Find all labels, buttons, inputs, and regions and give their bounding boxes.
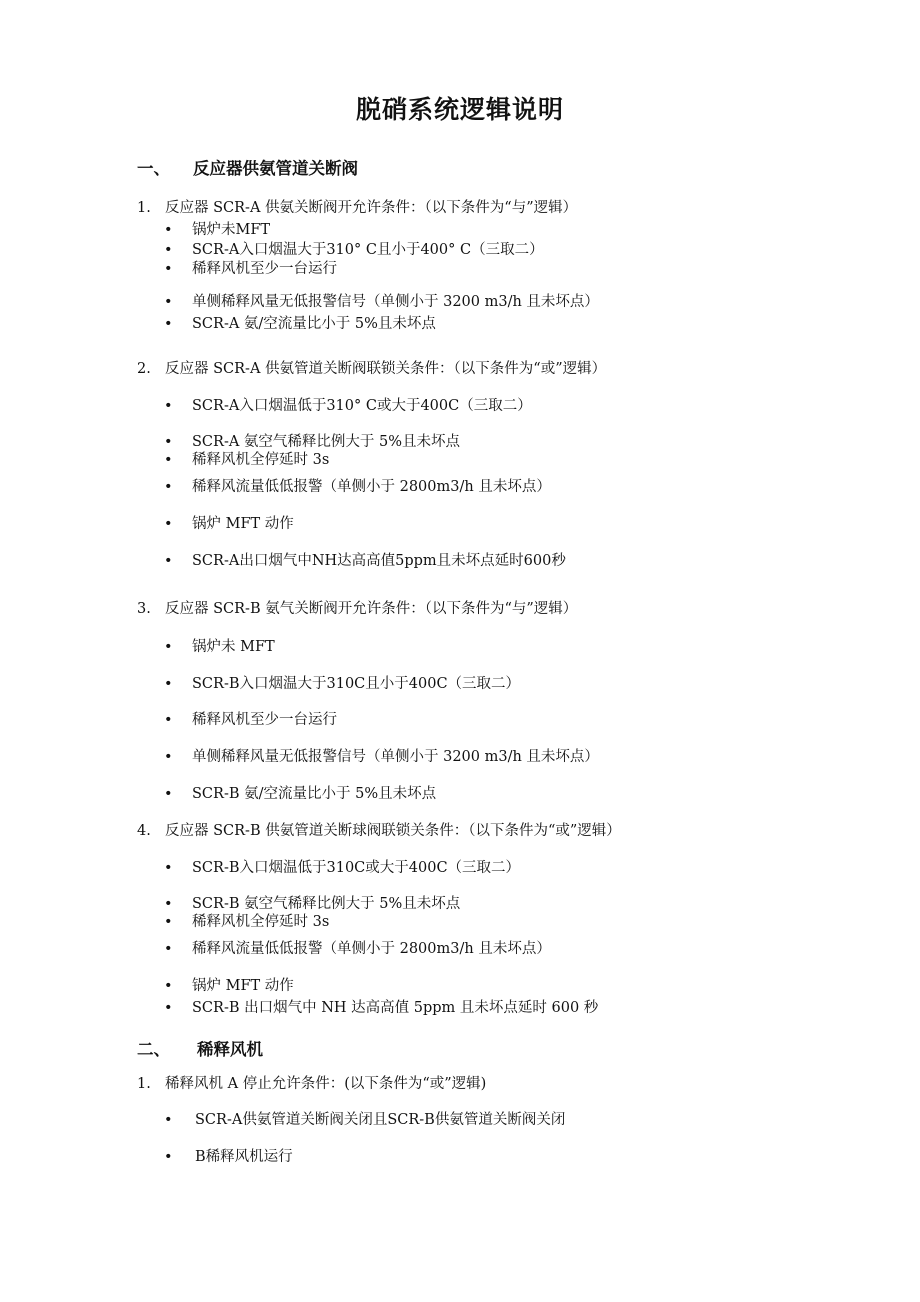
bullet-glyph: • — [164, 712, 173, 728]
item-text: 稀释风机 A 停止允许条件：(以下条件为“或”逻辑) — [165, 1076, 487, 1092]
numbered-item — [137, 198, 577, 218]
bullet-glyph: • — [164, 242, 173, 258]
bullet-glyph: • — [164, 978, 173, 994]
numbered-item — [137, 1074, 486, 1094]
bullet-text: 稀释风机全停延时 3s — [192, 452, 330, 468]
bullet-text: 锅炉 MFT 动作 — [192, 978, 294, 994]
numbered-item — [137, 821, 621, 841]
bullet-item — [164, 1147, 293, 1167]
bullet-text: 单侧稀释风量无低报警信号（单侧小于 3200 m3/h 且未坏点） — [192, 294, 599, 310]
bullet-glyph: • — [164, 914, 173, 930]
section-heading-2 — [137, 1036, 263, 1060]
section-label: 稀释风机 — [197, 1040, 263, 1059]
bullet-text: 稀释风机全停延时 3s — [192, 914, 330, 930]
bullet-glyph: • — [164, 1112, 173, 1128]
bullet-glyph: • — [164, 452, 173, 468]
bullet-item — [164, 637, 275, 657]
bullet-item — [164, 998, 598, 1018]
bullet-glyph: • — [164, 896, 173, 912]
bullet-text: SCR-B入口烟温低于310C或大于400C（三取二） — [192, 860, 521, 876]
numbered-item — [137, 599, 577, 619]
bullet-item — [164, 710, 337, 730]
item-text: 反应器 SCR-B 氨气关断阀开允许条件：（以下条件为“与”逻辑） — [165, 601, 578, 617]
bullet-item — [164, 912, 329, 932]
bullet-glyph: • — [164, 1000, 173, 1016]
item-text: 反应器 SCR-A 供氨管道关断阀联锁关条件：（以下条件为“或”逻辑） — [165, 361, 607, 377]
item-number: 3. — [137, 601, 151, 617]
bullet-item — [164, 894, 460, 914]
item-number: 2. — [137, 361, 151, 377]
bullet-item — [164, 450, 329, 470]
bullet-text: SCR-B 氨空气稀释比例大于 5%且未坏点 — [192, 896, 461, 912]
bullet-text: SCR-B 出口烟气中 NH 达高高值 5ppm 且未坏点延时 600 秒 — [192, 1000, 599, 1016]
bullet-text: SCR-A入口烟温低于310° C或大于400C（三取二） — [192, 398, 532, 414]
bullet-text: 稀释风机至少一台运行 — [192, 261, 337, 277]
bullet-item — [164, 259, 337, 279]
bullet-item — [164, 477, 551, 497]
numbered-item — [137, 359, 606, 379]
bullet-glyph: • — [164, 516, 173, 532]
bullet-text: 锅炉未 MFT — [192, 639, 275, 655]
bullet-item — [164, 1110, 565, 1130]
bullet-item — [164, 551, 566, 571]
bullet-text: SCR-A入口烟温大于310° C且小于400° C（三取二） — [192, 242, 544, 258]
bullet-glyph: • — [164, 398, 173, 414]
bullet-glyph: • — [164, 553, 173, 569]
bullet-glyph: • — [164, 222, 173, 238]
bullet-text: SCR-B入口烟温大于310C且小于400C（三取二） — [192, 676, 521, 692]
item-number: 1. — [137, 1076, 151, 1092]
bullet-item — [164, 858, 520, 878]
bullet-item — [164, 674, 520, 694]
bullet-glyph: • — [164, 1149, 173, 1165]
bullet-item — [164, 396, 532, 416]
section-number: 一、 — [137, 159, 170, 178]
document-title: 脱硝系统逻辑说明 — [355, 95, 564, 124]
bullet-item — [164, 314, 436, 334]
bullet-text: SCR-A出口烟气中NH达高高值5ppm且未坏点延时600秒 — [192, 553, 566, 569]
item-number: 4. — [137, 823, 151, 839]
bullet-text: 稀释风机至少一台运行 — [192, 712, 337, 728]
bullet-glyph: • — [164, 860, 173, 876]
section-label: 反应器供氨管道关断阀 — [193, 159, 358, 178]
bullet-item — [164, 432, 460, 452]
bullet-text: SCR-A 氨/空流量比小于 5%且未坏点 — [192, 316, 436, 332]
bullet-text: 稀释风流量低低报警（单侧小于 2800m3/h 且未坏点） — [192, 479, 551, 495]
bullet-item — [164, 292, 599, 312]
bullet-text: SCR-A 氨空气稀释比例大于 5%且未坏点 — [192, 434, 461, 450]
bullet-text: 锅炉未MFT — [192, 222, 271, 238]
bullet-glyph: • — [164, 479, 173, 495]
bullet-item — [164, 939, 551, 959]
bullet-item — [164, 240, 544, 260]
bullet-item — [164, 220, 270, 240]
section-number: 二、 — [137, 1040, 170, 1059]
bullet-glyph: • — [164, 676, 173, 692]
bullet-text: 单侧稀释风量无低报警信号（单侧小于 3200 m3/h 且未坏点） — [192, 749, 599, 765]
bullet-text: 锅炉 MFT 动作 — [192, 516, 294, 532]
bullet-glyph: • — [164, 786, 173, 802]
item-text: 反应器 SCR-B 供氨管道关断球阀联锁关条件：（以下条件为“或”逻辑） — [165, 823, 621, 839]
bullet-text: 稀释风流量低低报警（单侧小于 2800m3/h 且未坏点） — [192, 941, 551, 957]
bullet-glyph: • — [164, 261, 173, 277]
bullet-item — [164, 784, 436, 804]
bullet-glyph: • — [164, 639, 173, 655]
bullet-text: B稀释风机运行 — [195, 1149, 293, 1165]
bullet-glyph: • — [164, 434, 173, 450]
bullet-text: SCR-A供氨管道关断阀关闭且SCR-B供氨管道关断阀关闭 — [195, 1112, 566, 1128]
bullet-glyph: • — [164, 316, 173, 332]
item-text: 反应器 SCR-A 供氨关断阀开允许条件：（以下条件为“与”逻辑） — [165, 200, 578, 216]
bullet-item — [164, 514, 294, 534]
bullet-glyph: • — [164, 749, 173, 765]
bullet-item — [164, 976, 294, 996]
bullet-item — [164, 747, 599, 767]
section-heading-1 — [137, 155, 358, 179]
bullet-glyph: • — [164, 294, 173, 310]
bullet-text: SCR-B 氨/空流量比小于 5%且未坏点 — [192, 786, 437, 802]
item-number: 1. — [137, 200, 151, 216]
bullet-glyph: • — [164, 941, 173, 957]
